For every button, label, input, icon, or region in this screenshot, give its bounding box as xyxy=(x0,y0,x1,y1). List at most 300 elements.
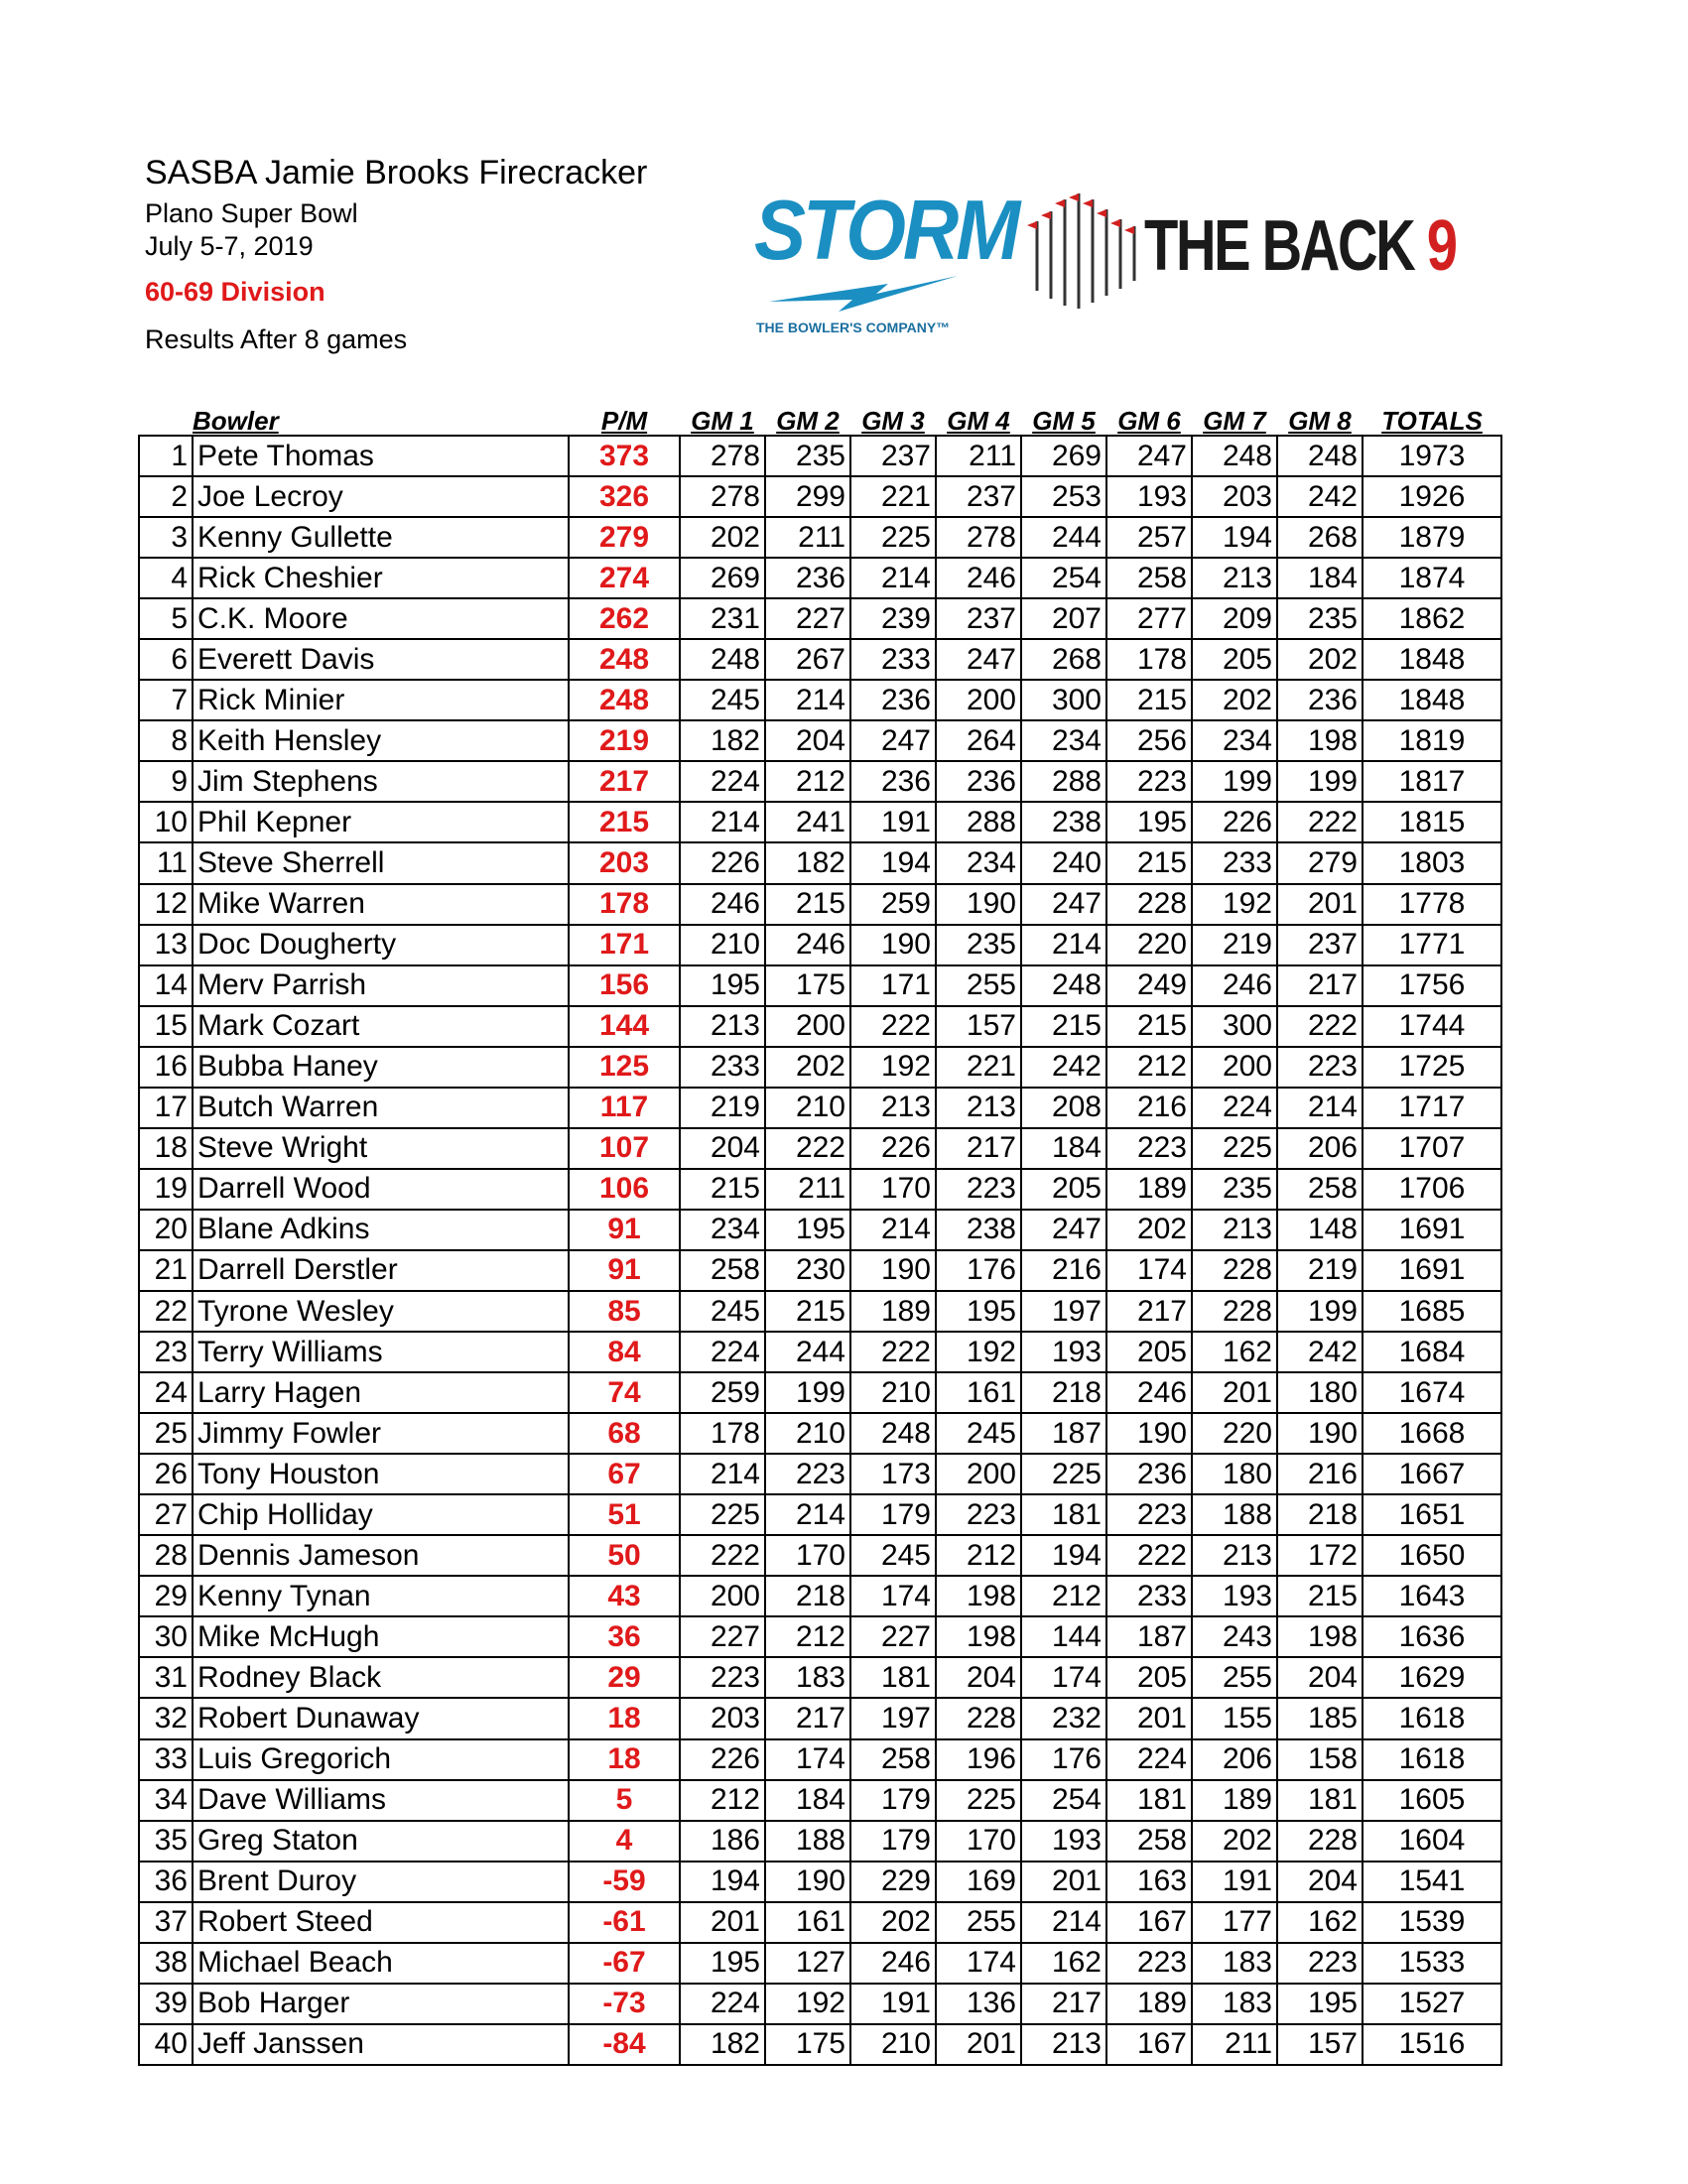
gm1-cell: 278 xyxy=(680,436,765,476)
rank-cell: 15 xyxy=(139,1006,193,1047)
rank-cell: 30 xyxy=(139,1616,193,1657)
gm3-cell: 173 xyxy=(850,1454,936,1494)
gm2-cell: 174 xyxy=(765,1739,850,1780)
table-row xyxy=(139,1576,1501,1616)
gm7-cell: 201 xyxy=(1192,1372,1277,1413)
gm7-cell: 219 xyxy=(1192,925,1277,965)
lightning-bolt-icon xyxy=(769,272,968,317)
gm8-cell: 248 xyxy=(1277,436,1363,476)
table-row xyxy=(139,639,1501,680)
bowler-name-cell: Kenny Gullette xyxy=(193,517,569,558)
gm4-cell: 213 xyxy=(936,1088,1021,1128)
gm1-cell: 248 xyxy=(680,639,765,680)
gm2-cell: 217 xyxy=(765,1698,850,1738)
gm4-cell: 196 xyxy=(936,1739,1021,1780)
total-cell: 1618 xyxy=(1363,1739,1501,1780)
gm6-cell: 223 xyxy=(1106,1494,1192,1535)
gm3-cell: 197 xyxy=(850,1698,936,1738)
rank-cell: 2 xyxy=(139,476,193,517)
gm7-cell: 192 xyxy=(1192,884,1277,925)
event-date: July 5-7, 2019 xyxy=(145,231,314,261)
table-row xyxy=(139,761,1501,802)
table-row xyxy=(139,1413,1501,1454)
gm3-cell: 210 xyxy=(850,2024,936,2065)
gm8-cell: 184 xyxy=(1277,558,1363,598)
bowler-name-cell: Everett Davis xyxy=(193,639,569,680)
rank-cell: 3 xyxy=(139,517,193,558)
gm8-cell: 222 xyxy=(1277,802,1363,842)
total-cell: 1668 xyxy=(1363,1413,1501,1454)
gm2-cell: 299 xyxy=(765,476,850,517)
gm3-cell: 225 xyxy=(850,517,936,558)
gm3-cell: 246 xyxy=(850,1943,936,1984)
gm4-cell: 221 xyxy=(936,1047,1021,1088)
gm6-cell: 193 xyxy=(1106,476,1192,517)
gm3-cell: 170 xyxy=(850,1169,936,1210)
bowler-name-cell: Doc Dougherty xyxy=(193,925,569,965)
bowler-name-cell: Michael Beach xyxy=(193,1943,569,1984)
gm6-cell: 228 xyxy=(1106,884,1192,925)
gm1-cell: 269 xyxy=(680,558,765,598)
rank-cell: 27 xyxy=(139,1494,193,1535)
gm6-cell: 223 xyxy=(1106,1128,1192,1169)
total-cell: 1707 xyxy=(1363,1128,1501,1169)
gm4-cell: 200 xyxy=(936,680,1021,720)
gm1-cell: 212 xyxy=(680,1780,765,1821)
gm6-cell: 256 xyxy=(1106,720,1192,761)
gm7-cell: 255 xyxy=(1192,1657,1277,1698)
gm7-cell: 246 xyxy=(1192,965,1277,1006)
gm1-cell: 226 xyxy=(680,1739,765,1780)
gm6-cell: 217 xyxy=(1106,1291,1192,1332)
total-cell: 1674 xyxy=(1363,1372,1501,1413)
golf-flags-icon xyxy=(1027,182,1146,311)
pm-cell: -59 xyxy=(569,1862,680,1902)
gm4-cell: 201 xyxy=(936,2024,1021,2065)
gm4-cell: 198 xyxy=(936,1576,1021,1616)
total-cell: 1973 xyxy=(1363,436,1501,476)
pm-cell: 67 xyxy=(569,1454,680,1494)
gm6-cell: 174 xyxy=(1106,1250,1192,1291)
gm4-cell: 255 xyxy=(936,965,1021,1006)
total-cell: 1684 xyxy=(1363,1332,1501,1372)
gm2-cell: 192 xyxy=(765,1984,850,2024)
gm4-cell: 245 xyxy=(936,1413,1021,1454)
table-row xyxy=(139,1250,1501,1291)
total-cell: 1874 xyxy=(1363,558,1501,598)
gm3-cell: 213 xyxy=(850,1088,936,1128)
gm5-cell: 213 xyxy=(1021,2024,1106,2065)
gm4-cell: 236 xyxy=(936,761,1021,802)
table-row xyxy=(139,925,1501,965)
gm3-cell: 237 xyxy=(850,436,936,476)
gm5-cell: 193 xyxy=(1021,1332,1106,1372)
total-cell: 1778 xyxy=(1363,884,1501,925)
gm3-cell: 248 xyxy=(850,1413,936,1454)
rank-cell: 16 xyxy=(139,1047,193,1088)
total-cell: 1717 xyxy=(1363,1088,1501,1128)
total-cell: 1706 xyxy=(1363,1169,1501,1210)
pm-cell: 85 xyxy=(569,1291,680,1332)
gm1-cell: 233 xyxy=(680,1047,765,1088)
gm5-cell: 232 xyxy=(1021,1698,1106,1738)
gm5-cell: 214 xyxy=(1021,925,1106,965)
table-row xyxy=(139,517,1501,558)
gm7-cell: 199 xyxy=(1192,761,1277,802)
gm7-cell: 191 xyxy=(1192,1862,1277,1902)
gm7-cell: 177 xyxy=(1192,1902,1277,1943)
gm5-cell: 187 xyxy=(1021,1413,1106,1454)
total-cell: 1685 xyxy=(1363,1291,1501,1332)
pm-cell: 248 xyxy=(569,680,680,720)
gm5-cell: 218 xyxy=(1021,1372,1106,1413)
gm2-cell: 214 xyxy=(765,680,850,720)
gm1-cell: 195 xyxy=(680,1943,765,1984)
gm5-cell: 253 xyxy=(1021,476,1106,517)
gm8-cell: 215 xyxy=(1277,1576,1363,1616)
table-row xyxy=(139,965,1501,1006)
total-cell: 1516 xyxy=(1363,2024,1501,2065)
pm-cell: 36 xyxy=(569,1616,680,1657)
rank-cell: 40 xyxy=(139,2024,193,2065)
gm3-cell: 179 xyxy=(850,1821,936,1862)
gm5-cell: 300 xyxy=(1021,680,1106,720)
gm7-cell: 183 xyxy=(1192,1984,1277,2024)
pm-cell: 144 xyxy=(569,1006,680,1047)
gm5-cell: 247 xyxy=(1021,1210,1106,1250)
rank-cell: 36 xyxy=(139,1862,193,1902)
rank-cell: 1 xyxy=(139,436,193,476)
gm6-cell: 167 xyxy=(1106,2024,1192,2065)
gm3-cell: 226 xyxy=(850,1128,936,1169)
pm-cell: -84 xyxy=(569,2024,680,2065)
bowler-name-cell: Brent Duroy xyxy=(193,1862,569,1902)
gm1-cell: 214 xyxy=(680,802,765,842)
rank-cell: 31 xyxy=(139,1657,193,1698)
bowler-name-cell: Blane Adkins xyxy=(193,1210,569,1250)
gm2-cell: 230 xyxy=(765,1250,850,1291)
table-row xyxy=(139,884,1501,925)
pm-cell: 274 xyxy=(569,558,680,598)
rank-cell: 23 xyxy=(139,1332,193,1372)
rank-cell: 18 xyxy=(139,1128,193,1169)
gm8-cell: 199 xyxy=(1277,1291,1363,1332)
gm8-cell: 223 xyxy=(1277,1943,1363,1984)
table-row xyxy=(139,558,1501,598)
rank-cell: 32 xyxy=(139,1698,193,1738)
gm7-cell: 162 xyxy=(1192,1332,1277,1372)
gm8-cell: 237 xyxy=(1277,925,1363,965)
gm2-cell: 236 xyxy=(765,558,850,598)
table-header-row xyxy=(139,407,1501,436)
table-row xyxy=(139,1047,1501,1088)
gm3-cell: 210 xyxy=(850,1372,936,1413)
gm6-cell: 216 xyxy=(1106,1088,1192,1128)
bowler-name-cell: Robert Dunaway xyxy=(193,1698,569,1738)
gm6-cell: 257 xyxy=(1106,517,1192,558)
gm1-cell: 224 xyxy=(680,1984,765,2024)
gm4-cell: 176 xyxy=(936,1250,1021,1291)
back9-nine: 9 xyxy=(1426,206,1456,286)
col-gm7: GM 7 xyxy=(1203,406,1266,436)
col-gm5: GM 5 xyxy=(1032,406,1096,436)
table-row xyxy=(139,476,1501,517)
pm-cell: 326 xyxy=(569,476,680,517)
gm4-cell: 237 xyxy=(936,598,1021,639)
gm1-cell: 186 xyxy=(680,1821,765,1862)
table-row xyxy=(139,1372,1501,1413)
gm8-cell: 202 xyxy=(1277,639,1363,680)
col-gm6: GM 6 xyxy=(1117,406,1181,436)
table-row xyxy=(139,1210,1501,1250)
gm3-cell: 179 xyxy=(850,1494,936,1535)
rank-cell: 8 xyxy=(139,720,193,761)
pm-cell: 178 xyxy=(569,884,680,925)
col-gm4: GM 4 xyxy=(947,406,1010,436)
gm8-cell: 199 xyxy=(1277,761,1363,802)
bowler-name-cell: Keith Hensley xyxy=(193,720,569,761)
gm5-cell: 288 xyxy=(1021,761,1106,802)
bowler-name-cell: Rodney Black xyxy=(193,1657,569,1698)
gm5-cell: 162 xyxy=(1021,1943,1106,1984)
gm8-cell: 204 xyxy=(1277,1862,1363,1902)
gm2-cell: 222 xyxy=(765,1128,850,1169)
gm5-cell: 197 xyxy=(1021,1291,1106,1332)
total-cell: 1651 xyxy=(1363,1494,1501,1535)
gm8-cell: 228 xyxy=(1277,1821,1363,1862)
bowler-name-cell: C.K. Moore xyxy=(193,598,569,639)
gm8-cell: 223 xyxy=(1277,1047,1363,1088)
total-cell: 1636 xyxy=(1363,1616,1501,1657)
gm4-cell: 157 xyxy=(936,1006,1021,1047)
bowler-name-cell: Rick Minier xyxy=(193,680,569,720)
col-gm3: GM 3 xyxy=(861,406,925,436)
gm4-cell: 211 xyxy=(936,436,1021,476)
gm7-cell: 194 xyxy=(1192,517,1277,558)
gm2-cell: 202 xyxy=(765,1047,850,1088)
total-cell: 1527 xyxy=(1363,1984,1501,2024)
gm8-cell: 204 xyxy=(1277,1657,1363,1698)
gm4-cell: 200 xyxy=(936,1454,1021,1494)
gm1-cell: 195 xyxy=(680,965,765,1006)
col-rank xyxy=(139,407,193,436)
gm7-cell: 248 xyxy=(1192,436,1277,476)
gm6-cell: 233 xyxy=(1106,1576,1192,1616)
bowler-name-cell: Dave Williams xyxy=(193,1780,569,1821)
gm7-cell: 220 xyxy=(1192,1413,1277,1454)
pm-cell: 215 xyxy=(569,802,680,842)
gm2-cell: 235 xyxy=(765,436,850,476)
gm7-cell: 225 xyxy=(1192,1128,1277,1169)
gm6-cell: 236 xyxy=(1106,1454,1192,1494)
gm4-cell: 225 xyxy=(936,1780,1021,1821)
gm1-cell: 245 xyxy=(680,1291,765,1332)
bowler-name-cell: Merv Parrish xyxy=(193,965,569,1006)
gm4-cell: 246 xyxy=(936,558,1021,598)
total-cell: 1926 xyxy=(1363,476,1501,517)
gm5-cell: 214 xyxy=(1021,1902,1106,1943)
table-row xyxy=(139,2024,1501,2065)
gm7-cell: 228 xyxy=(1192,1291,1277,1332)
storm-logo xyxy=(754,181,1018,339)
results-note: Results After 8 games xyxy=(145,324,408,354)
rank-cell: 35 xyxy=(139,1821,193,1862)
total-cell: 1819 xyxy=(1363,720,1501,761)
gm1-cell: 245 xyxy=(680,680,765,720)
table-row xyxy=(139,1088,1501,1128)
pm-cell: 203 xyxy=(569,842,680,883)
table-row xyxy=(139,1780,1501,1821)
gm2-cell: 267 xyxy=(765,639,850,680)
gm4-cell: 217 xyxy=(936,1128,1021,1169)
gm8-cell: 190 xyxy=(1277,1413,1363,1454)
gm1-cell: 225 xyxy=(680,1494,765,1535)
pm-cell: 117 xyxy=(569,1088,680,1128)
gm3-cell: 229 xyxy=(850,1862,936,1902)
bowler-name-cell: Terry Williams xyxy=(193,1332,569,1372)
gm7-cell: 211 xyxy=(1192,2024,1277,2065)
gm4-cell: 161 xyxy=(936,1372,1021,1413)
results-table xyxy=(138,407,1502,2066)
table-row xyxy=(139,1494,1501,1535)
back9-word: THE BACK xyxy=(1144,206,1427,286)
gm3-cell: 191 xyxy=(850,802,936,842)
gm3-cell: 179 xyxy=(850,1780,936,1821)
bowler-name-cell: Jim Stephens xyxy=(193,761,569,802)
total-cell: 1605 xyxy=(1363,1780,1501,1821)
gm4-cell: 204 xyxy=(936,1657,1021,1698)
gm1-cell: 214 xyxy=(680,1454,765,1494)
table-row xyxy=(139,436,1501,476)
gm6-cell: 195 xyxy=(1106,802,1192,842)
pm-cell: 84 xyxy=(569,1332,680,1372)
gm1-cell: 231 xyxy=(680,598,765,639)
total-cell: 1803 xyxy=(1363,842,1501,883)
gm8-cell: 201 xyxy=(1277,884,1363,925)
total-cell: 1756 xyxy=(1363,965,1501,1006)
gm5-cell: 144 xyxy=(1021,1616,1106,1657)
gm8-cell: 242 xyxy=(1277,1332,1363,1372)
bowler-name-cell: Joe Lecroy xyxy=(193,476,569,517)
pm-cell: 29 xyxy=(569,1657,680,1698)
gm6-cell: 215 xyxy=(1106,680,1192,720)
gm6-cell: 224 xyxy=(1106,1739,1192,1780)
total-cell: 1771 xyxy=(1363,925,1501,965)
table-row xyxy=(139,598,1501,639)
gm5-cell: 208 xyxy=(1021,1088,1106,1128)
rank-cell: 6 xyxy=(139,639,193,680)
pm-cell: 156 xyxy=(569,965,680,1006)
bowler-name-cell: Bob Harger xyxy=(193,1984,569,2024)
rank-cell: 19 xyxy=(139,1169,193,1210)
gm2-cell: 212 xyxy=(765,1616,850,1657)
gm3-cell: 222 xyxy=(850,1332,936,1372)
gm2-cell: 218 xyxy=(765,1576,850,1616)
bowler-name-cell: Luis Gregorich xyxy=(193,1739,569,1780)
gm2-cell: 190 xyxy=(765,1862,850,1902)
bowler-name-cell: Mike McHugh xyxy=(193,1616,569,1657)
total-cell: 1848 xyxy=(1363,639,1501,680)
gm2-cell: 214 xyxy=(765,1494,850,1535)
gm2-cell: 182 xyxy=(765,842,850,883)
gm5-cell: 181 xyxy=(1021,1494,1106,1535)
gm6-cell: 277 xyxy=(1106,598,1192,639)
gm2-cell: 183 xyxy=(765,1657,850,1698)
gm8-cell: 216 xyxy=(1277,1454,1363,1494)
rank-cell: 13 xyxy=(139,925,193,965)
gm1-cell: 278 xyxy=(680,476,765,517)
table-row xyxy=(139,802,1501,842)
table-row xyxy=(139,680,1501,720)
gm3-cell: 202 xyxy=(850,1902,936,1943)
gm6-cell: 215 xyxy=(1106,1006,1192,1047)
gm3-cell: 190 xyxy=(850,925,936,965)
gm6-cell: 220 xyxy=(1106,925,1192,965)
gm1-cell: 200 xyxy=(680,1576,765,1616)
gm1-cell: 234 xyxy=(680,1210,765,1250)
gm6-cell: 212 xyxy=(1106,1047,1192,1088)
page-title: SASBA Jamie Brooks Firecracker xyxy=(145,154,648,192)
gm3-cell: 236 xyxy=(850,680,936,720)
bowler-name-cell: Darrell Wood xyxy=(193,1169,569,1210)
bowler-name-cell: Bubba Haney xyxy=(193,1047,569,1088)
gm8-cell: 148 xyxy=(1277,1210,1363,1250)
gm1-cell: 224 xyxy=(680,1332,765,1372)
gm2-cell: 246 xyxy=(765,925,850,965)
gm6-cell: 205 xyxy=(1106,1657,1192,1698)
gm1-cell: 222 xyxy=(680,1535,765,1576)
rank-cell: 38 xyxy=(139,1943,193,1984)
bowler-name-cell: Steve Wright xyxy=(193,1128,569,1169)
gm5-cell: 215 xyxy=(1021,1006,1106,1047)
gm7-cell: 213 xyxy=(1192,1535,1277,1576)
gm5-cell: 216 xyxy=(1021,1250,1106,1291)
gm8-cell: 258 xyxy=(1277,1169,1363,1210)
gm6-cell: 187 xyxy=(1106,1616,1192,1657)
gm3-cell: 174 xyxy=(850,1576,936,1616)
bowler-name-cell: Chip Holliday xyxy=(193,1494,569,1535)
total-cell: 1629 xyxy=(1363,1657,1501,1698)
gm4-cell: 247 xyxy=(936,639,1021,680)
gm8-cell: 222 xyxy=(1277,1006,1363,1047)
gm6-cell: 215 xyxy=(1106,842,1192,883)
gm2-cell: 211 xyxy=(765,1169,850,1210)
gm6-cell: 163 xyxy=(1106,1862,1192,1902)
table-row xyxy=(139,1862,1501,1902)
gm8-cell: 198 xyxy=(1277,720,1363,761)
pm-cell: 91 xyxy=(569,1210,680,1250)
bowler-name-cell: Phil Kepner xyxy=(193,802,569,842)
gm5-cell: 238 xyxy=(1021,802,1106,842)
gm3-cell: 191 xyxy=(850,1984,936,2024)
gm7-cell: 234 xyxy=(1192,720,1277,761)
gm7-cell: 200 xyxy=(1192,1047,1277,1088)
gm7-cell: 213 xyxy=(1192,1210,1277,1250)
gm5-cell: 240 xyxy=(1021,842,1106,883)
gm1-cell: 194 xyxy=(680,1862,765,1902)
rank-cell: 33 xyxy=(139,1739,193,1780)
gm5-cell: 207 xyxy=(1021,598,1106,639)
bowler-name-cell: Greg Staton xyxy=(193,1821,569,1862)
gm4-cell: 174 xyxy=(936,1943,1021,1984)
gm2-cell: 215 xyxy=(765,884,850,925)
col-bowler: Bowler xyxy=(193,406,279,436)
gm3-cell: 181 xyxy=(850,1657,936,1698)
gm8-cell: 180 xyxy=(1277,1372,1363,1413)
rank-cell: 26 xyxy=(139,1454,193,1494)
gm3-cell: 239 xyxy=(850,598,936,639)
pm-cell: 74 xyxy=(569,1372,680,1413)
